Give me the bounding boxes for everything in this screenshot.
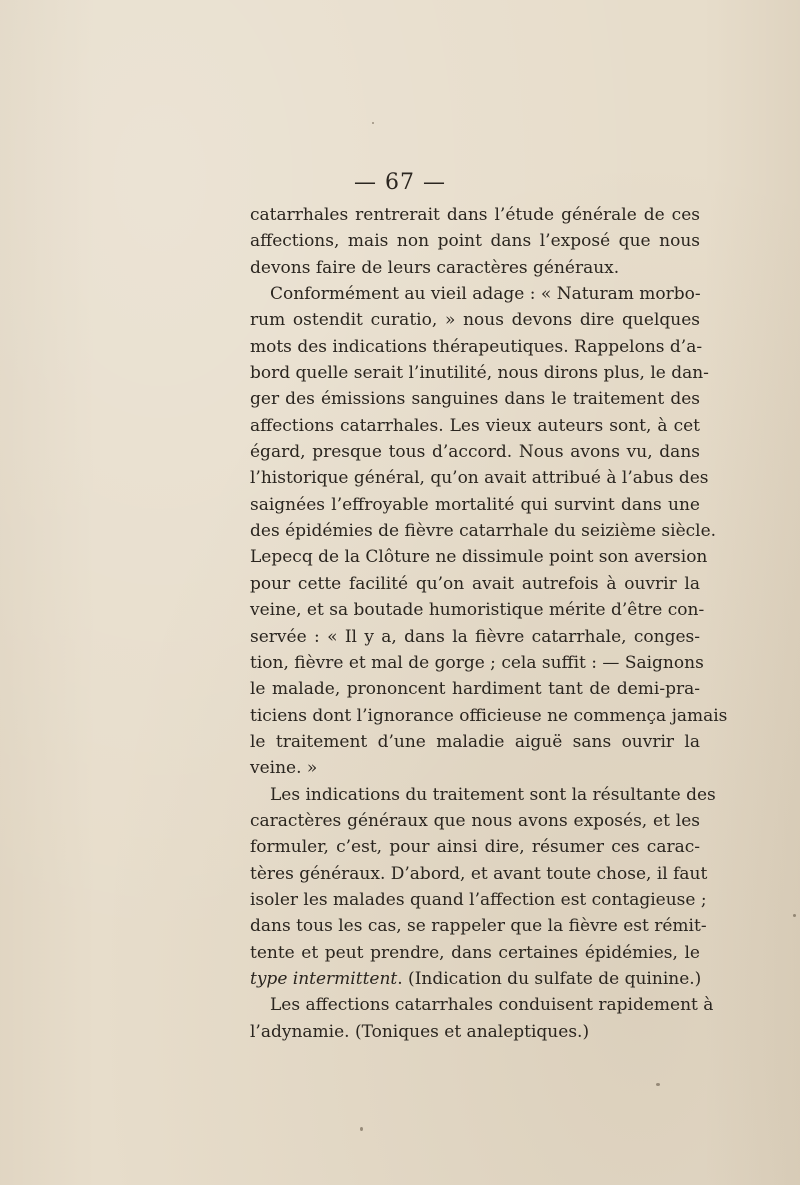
text-line: pour cette facilité qu’on avait autrefois à ouvrir la [250,573,700,594]
paper-speck [793,914,796,917]
text-line: saignées l’effroyable mortalité qui survint dans une [250,494,700,515]
text-line: isoler les malades quand l’affection est contagieuse ; [250,889,707,910]
text-line: tente et peut prendre, dans certaines épidémies, le [250,942,700,963]
italic-phrase: type intermittent [250,968,398,989]
text-line: mots des indications thérapeutiques. Rappelons d’a- [250,336,703,357]
text-line: l’historique général, qu’on avait attribué à l’abus des [250,468,709,489]
text-line: veine. » [250,758,318,779]
text-line: égard, presque tous d’accord. Nous avons vu, dans [250,442,700,463]
text-line: Les affections catarrhales conduisent rapidement à [270,995,714,1016]
text-line: tion, fièvre et mal de gorge ; cela suffit : — Saignons [250,652,704,673]
text-line: formuler, c’est, pour ainsi dire, résumer ces carac- [250,837,700,858]
text-line: dans tous les cas, se rappeler que la fièvre est rémit- [250,916,707,937]
body-text [250,202,728,1045]
text-line-italic [250,966,700,992]
text-line: Conformément au vieil adage : « Naturam morbo- [270,284,701,305]
paper-speck [656,1083,660,1086]
text-line: Les indications du traitement sont la résultante des [270,784,716,805]
text-line: le traitement d’une maladie aiguë sans ouvrir la [250,731,700,752]
text-line: catarrhales rentrerait dans l’étude générale de ces [250,205,700,225]
text-line: ticiens dont l’ignorance officieuse ne commença jamais [250,705,728,726]
text-line: des épidémies de fièvre catarrhale du seizième siècle. [250,521,717,542]
text-line: ger des émissions sanguines dans le traitement des [250,389,700,410]
text-line: affections catarrhales. Les vieux auteurs sont, à cet [250,415,700,436]
text-line: veine, et sa boutade humoristique mérite d’être con- [250,600,705,621]
paper-speck [372,122,374,124]
text-line: devons faire de leurs caractères généraux. [250,257,620,278]
text-line: rum ostendit curatio, » nous devons dire quelques [250,310,700,331]
text-fragment: . (Indication du sulfate de quinine.) [397,968,702,989]
text-line: affections, mais non point dans l’exposé que nous [250,231,700,252]
text-line: Lepecq de la Clôture ne dissimule point son aversion [250,547,708,568]
text-line: l’adynamie. (Toniques et analeptiques.) [250,1021,590,1042]
text-line: tères généraux. D’abord, et avant toute chose, il faut [250,863,708,884]
text-line: bord quelle serait l’inutilité, nous dirons plus, le dan- [250,363,709,384]
text-line: servée : « Il y a, dans la fièvre catarrhale, conges- [250,626,700,647]
paper-speck [360,1127,363,1131]
page-number: — 67 — [354,170,446,195]
text-line: le malade, prononcent hardiment tant de demi-pra- [250,679,700,700]
text-line: caractères généraux que nous avons exposés, et les [250,810,700,831]
